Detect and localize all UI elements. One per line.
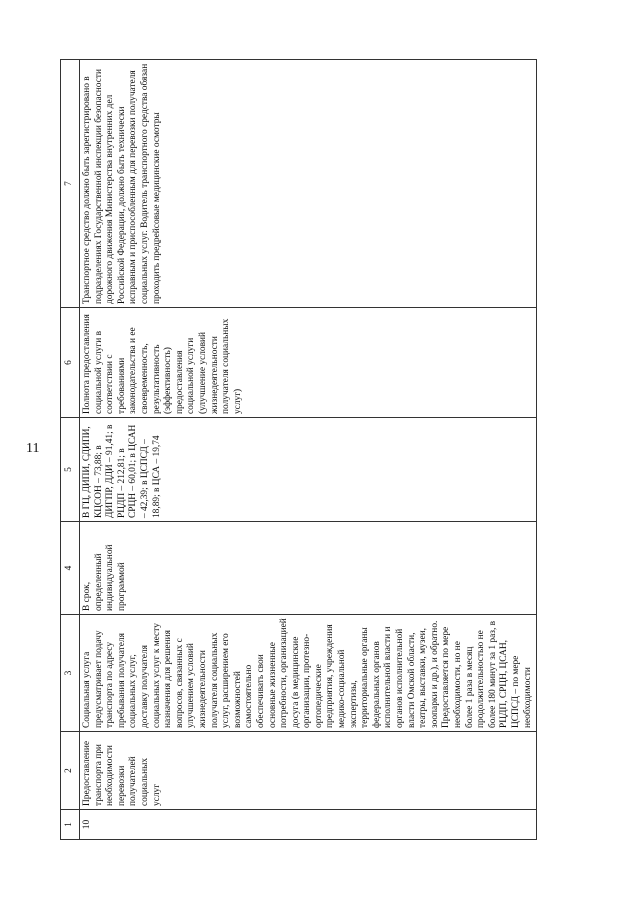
header-cell-7: 7 xyxy=(61,60,80,308)
header-cell-2: 2 xyxy=(61,732,80,810)
table-row xyxy=(80,60,537,840)
social-services-table xyxy=(60,59,537,840)
header-cell-1: 1 xyxy=(61,810,80,840)
header-cell-4: 4 xyxy=(61,522,80,615)
header-cell-5: 5 xyxy=(61,418,80,522)
term-cell: В срок, определенный индивидуальной программой xyxy=(80,522,537,615)
header-cell-6: 6 xyxy=(61,308,80,418)
quality-indicators-cell: Полнота предоставления социальной услуги в соответствии с требованиями законодательства и ее своевременность, результативность (эффективность) предоставления социальной услуги (улучшение условий жизнедеятельности получателя социальных услуг) xyxy=(80,308,537,418)
row-number-cell: 10 xyxy=(80,810,537,840)
tariff-cell: В ГЦ, ДИПИ, СДИПИ, КЦСОН – 73,88; в ДИГПР, ДДИ – 91,41; в РЦДП – 212,81; в СРЦН – 60,01; в ЦСАН – 42,39; в ЦСПСД – 18,89; в ЦСА – 19,74 xyxy=(80,418,537,522)
page-number: 11 xyxy=(26,441,40,456)
header-row xyxy=(61,60,80,840)
service-description-cell: Социальная услуга предусматривает подачу транспорта по адресу пребывания получателя социальных услуг, доставку получателя социальных услуг к месту назначения для решения вопросов, связанных с улучшением условий жизнедеятельности получателя социальных услуг, расширением его возможностей самостоятельно обеспечивать свои основные жизненные потребности, организацией досуга (в медицинские организации, протезно-ортопедические предприятия, учреждения медико-социальной экспертизы, территориальные органы федеральных органов исполнительной власти и органов исполнительной власти Омской области, театры, выставки, музеи, зоопарки и др.), и обратно. Предоставляется по мере необходимости, но не более 1 раза в месяц продолжительностью не более 180 минут за 1 раз, в РЦДП, СРЦН, ЦСАН, ЦСПСД – по мере необходимости xyxy=(80,615,537,732)
service-name-cell: Предоставление транспорта при необходимости перевозки получателей социальных услуг xyxy=(80,732,537,810)
header-cell-3: 3 xyxy=(61,615,80,732)
conditions-cell: Транспортное средство должно быть зарегистрировано в подразделениях Государственной инспекции безопасности дорожного движения Министерства внутренних дел Российской Федерации, должно быть технически исправным и приспособленным для перевозки получателя социальных услуг. Водитель транспортного средства обязан проходить предрейсовые медицинские осмотры xyxy=(80,60,537,308)
landscape-sheet xyxy=(60,60,533,840)
rotated-page-frame xyxy=(60,60,533,840)
